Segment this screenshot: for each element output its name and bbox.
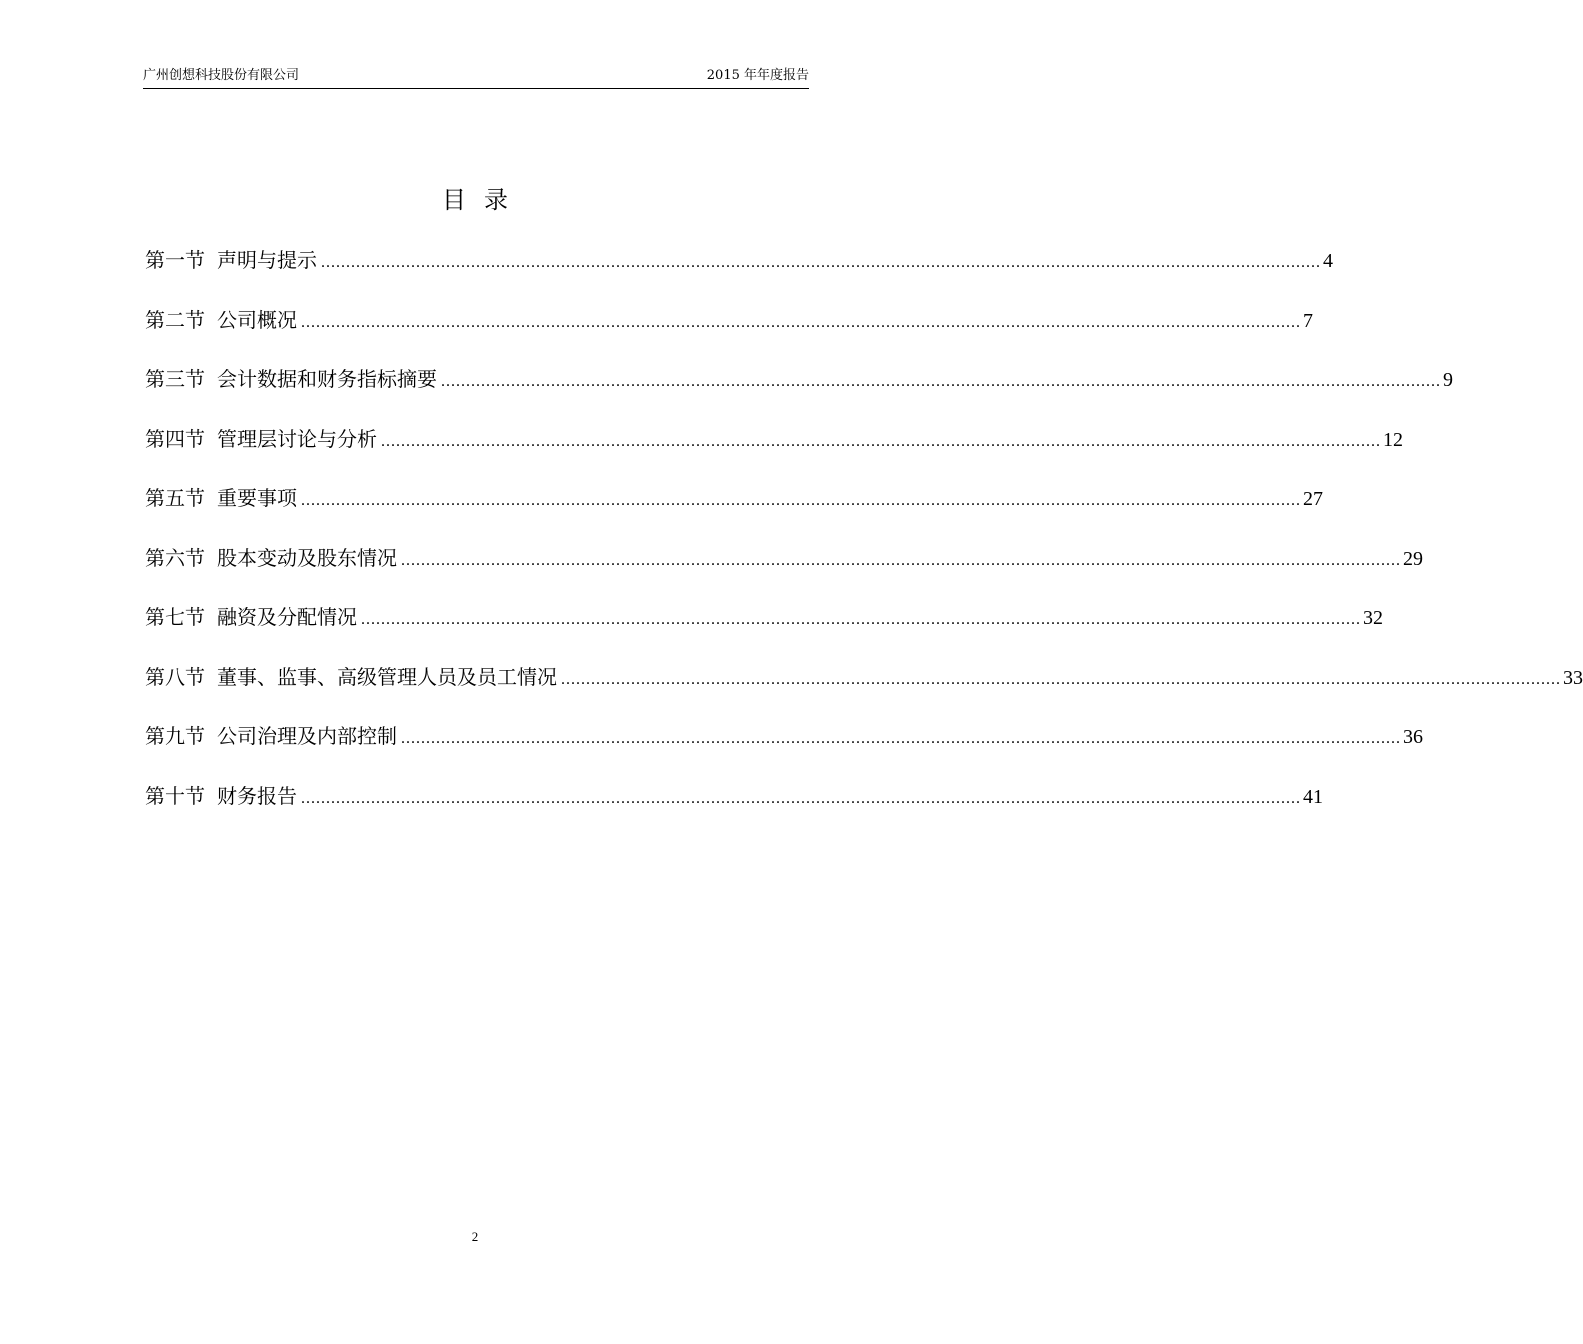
toc-heading: 董事、监事、高级管理人员及员工情况 (217, 664, 557, 689)
toc-label (145, 421, 377, 457)
toc-label (145, 659, 557, 695)
toc-item[interactable] (145, 242, 1333, 302)
toc-leader-dots: ........................................................................................................................................................................................................ (401, 551, 1401, 569)
toc-page-number: 12 (1383, 428, 1403, 451)
toc-label (145, 778, 297, 814)
toc-leader-dots: ........................................................................................................................................................................................................ (301, 789, 1301, 807)
toc-label (145, 718, 397, 754)
toc-label (145, 480, 297, 516)
toc-leader-dots: ........................................................................................................................................................................................................ (401, 730, 1401, 747)
toc-label (145, 242, 317, 278)
toc-section: 第八节 (145, 664, 205, 689)
page-header (143, 64, 809, 89)
company-name: 广州创想科技股份有限公司 (143, 68, 300, 83)
toc-item[interactable] (145, 599, 1383, 659)
toc-page-number: 7 (1303, 309, 1313, 332)
toc-label (145, 302, 297, 338)
toc-page-number: 33 (1563, 666, 1583, 689)
toc-heading: 声明与提示 (217, 248, 317, 272)
toc-page-number: 32 (1363, 607, 1383, 629)
toc-section: 第四节 (145, 426, 205, 451)
toc-section: 第二节 (145, 307, 205, 332)
toc-section: 第十节 (145, 783, 205, 808)
toc-leader-dots: ........................................................................................................................................................................................................ (361, 611, 1361, 628)
toc-heading: 财务报告 (217, 783, 297, 808)
table-of-contents (145, 242, 1583, 837)
toc-label (145, 361, 437, 397)
toc-leader-dots: ........................................................................................................................................................................................................ (441, 373, 1441, 390)
toc-item[interactable] (145, 302, 1313, 362)
toc-label (145, 599, 357, 635)
toc-section: 第五节 (145, 486, 205, 510)
report-title: 2015 年年度报告 (706, 68, 809, 83)
toc-page-number: 27 (1303, 488, 1323, 510)
toc-section: 第九节 (145, 724, 205, 748)
toc-item[interactable] (145, 540, 1423, 600)
toc-section: 第七节 (145, 605, 205, 629)
toc-item[interactable] (145, 361, 1453, 421)
toc-item[interactable] (145, 421, 1403, 481)
toc-item[interactable] (145, 718, 1423, 778)
toc-heading: 公司概况 (217, 307, 297, 332)
toc-heading: 会计数据和财务指标摘要 (217, 367, 437, 391)
toc-leader-dots: ........................................................................................................................................................................................................ (321, 254, 1321, 271)
toc-section: 第一节 (145, 248, 205, 272)
toc-page-number: 4 (1323, 250, 1333, 272)
toc-heading: 融资及分配情况 (217, 605, 357, 629)
page-number: 2 (471, 1229, 479, 1244)
toc-page-number: 41 (1303, 785, 1323, 808)
toc-section: 第三节 (145, 367, 205, 391)
toc-item[interactable] (145, 480, 1323, 540)
toc-leader-dots: ........................................................................................................................................................................................................ (301, 313, 1301, 331)
toc-heading: 公司治理及内部控制 (217, 724, 397, 748)
toc-section: 第六节 (145, 545, 205, 570)
toc-leader-dots: ........................................................................................................................................................................................................ (561, 670, 1561, 688)
toc-page-number: 9 (1443, 369, 1453, 391)
toc-item[interactable] (145, 778, 1323, 838)
toc-page-number: 36 (1403, 726, 1423, 748)
toc-heading: 股本变动及股东情况 (217, 545, 397, 570)
toc-heading: 重要事项 (217, 486, 297, 510)
toc-label (145, 540, 397, 576)
toc-leader-dots: ........................................................................................................................................................................................................ (301, 492, 1301, 509)
toc-heading: 管理层讨论与分析 (217, 426, 377, 451)
toc-leader-dots: ........................................................................................................................................................................................................ (381, 432, 1381, 450)
toc-page-number: 29 (1403, 547, 1423, 570)
toc-item[interactable] (145, 659, 1583, 719)
toc-title: 目录 (442, 186, 526, 214)
